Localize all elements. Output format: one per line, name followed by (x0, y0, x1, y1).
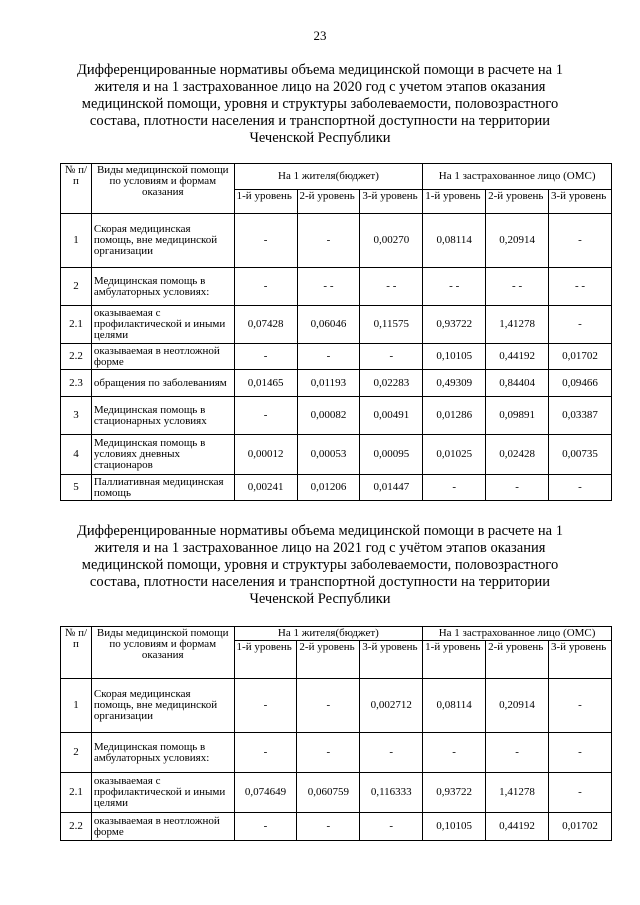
cell-value: 0,01193 (297, 370, 360, 397)
cell-value: 0,00053 (297, 435, 360, 475)
cell-value: 0,01702 (549, 813, 612, 841)
row-kind: Медицинская помощь в амбулаторных условиях: (91, 268, 234, 306)
norms-table-2021 (60, 626, 612, 841)
cell-value: 0,20914 (486, 214, 549, 268)
cell-value: 0,93722 (423, 306, 486, 344)
cell-value: - (234, 344, 297, 370)
cell-value: - (486, 475, 549, 501)
header-level: 1-й уровень (423, 190, 486, 214)
header-level: 3-й уровень (360, 641, 423, 679)
cell-value: 0,00082 (297, 397, 360, 435)
cell-value: 0,060759 (297, 773, 360, 813)
cell-value: 0,20914 (486, 679, 549, 733)
table-row (61, 733, 612, 773)
table-row (61, 268, 612, 306)
row-kind: оказываемая в неотложной форме (91, 344, 234, 370)
cell-value: - (360, 733, 423, 773)
cell-value: - (549, 214, 612, 268)
cell-value: - (423, 733, 486, 773)
header-level: 1-й уровень (423, 641, 486, 679)
cell-value: - (234, 214, 297, 268)
row-kind: обращения по заболеваниям (91, 370, 234, 397)
header-level: 3-й уровень (549, 190, 612, 214)
cell-value: - - (549, 268, 612, 306)
cell-value: 0,00095 (360, 435, 423, 475)
cell-value: 0,06046 (297, 306, 360, 344)
row-number: 2.1 (61, 773, 92, 813)
cell-value: 0,01702 (549, 344, 612, 370)
header-level: 2-й уровень (486, 190, 549, 214)
table-row (61, 397, 612, 435)
cell-value: 0,00012 (234, 435, 297, 475)
row-kind: Паллиативная медицинская помощь (91, 475, 234, 501)
norms-table-2020 (60, 163, 612, 501)
cell-value: 0,00241 (234, 475, 297, 501)
table-row (61, 214, 612, 268)
cell-value: - (549, 475, 612, 501)
cell-value: 0,01025 (423, 435, 486, 475)
cell-value: 0,93722 (423, 773, 486, 813)
cell-value: 0,44192 (486, 344, 549, 370)
header-level: 2-й уровень (297, 190, 360, 214)
cell-value: 0,03387 (549, 397, 612, 435)
cell-value: - (297, 214, 360, 268)
cell-value: 0,01286 (423, 397, 486, 435)
cell-value: - (234, 397, 297, 435)
row-kind: оказываемая в неотложной форме (91, 813, 234, 841)
cell-value: - (486, 733, 549, 773)
cell-value: 0,074649 (234, 773, 297, 813)
row-number: 2.2 (61, 813, 92, 841)
cell-value: - (549, 306, 612, 344)
table-title-2020: Дифференцированные нормативы объема медицинской помощи в расчете на 1 жителя и на 1 застрахованное лицо на 2020 год с учетом этапов оказания медицинской помощи, уровня и структуры заболеваемости, половозрастного состава, плотности населения и транспортной доступности на территории Чеченской Республики (77, 62, 563, 146)
header-group-oms: На 1 застрахованное лицо (ОМС) (423, 164, 612, 190)
cell-value: - (297, 344, 360, 370)
cell-value: 0,00270 (360, 214, 423, 268)
row-kind: Скорая медицинская помощь, вне медицинской организации (91, 214, 234, 268)
header-level: 3-й уровень (360, 190, 423, 214)
cell-value: - - (297, 268, 360, 306)
header-level: 3-й уровень (549, 641, 612, 679)
row-number: 4 (61, 435, 92, 475)
table-row (61, 679, 612, 733)
table-row (61, 813, 612, 841)
cell-value: 0,84404 (486, 370, 549, 397)
cell-value: 0,00735 (549, 435, 612, 475)
cell-value: - (297, 813, 360, 841)
cell-value: 0,01447 (360, 475, 423, 501)
cell-value: 0,01465 (234, 370, 297, 397)
table-row (61, 370, 612, 397)
cell-value: 0,116333 (360, 773, 423, 813)
header-kind: Виды медицинской помощи по условиям и формам оказания (91, 627, 234, 679)
cell-value: - (549, 773, 612, 813)
row-kind: Медицинская помощь в стационарных условиях (91, 397, 234, 435)
cell-value: - (234, 268, 297, 306)
cell-value: 0,02428 (486, 435, 549, 475)
cell-value: 0,01206 (297, 475, 360, 501)
table-row (61, 475, 612, 501)
row-kind: Скорая медицинская помощь, вне медицинской организации (91, 679, 234, 733)
cell-value: - (549, 679, 612, 733)
cell-value: 0,00491 (360, 397, 423, 435)
row-kind: оказываемая с профилактической и иными целями (91, 306, 234, 344)
cell-value: - (423, 475, 486, 501)
header-group-budget: На 1 жителя(бюджет) (234, 164, 423, 190)
cell-value: 0,11575 (360, 306, 423, 344)
page-number: 23 (313, 28, 327, 43)
header-num: № п/п (61, 627, 92, 679)
cell-value: - (234, 733, 297, 773)
row-number: 2 (61, 733, 92, 773)
cell-value: 0,09891 (486, 397, 549, 435)
cell-value: 0,44192 (486, 813, 549, 841)
cell-value: - - (360, 268, 423, 306)
cell-value: 0,002712 (360, 679, 423, 733)
header-group-oms: На 1 застрахованное лицо (ОМС) (423, 627, 612, 641)
header-level: 2-й уровень (297, 641, 360, 679)
row-number: 3 (61, 397, 92, 435)
row-number: 2 (61, 268, 92, 306)
cell-value: 0,08114 (423, 679, 486, 733)
row-kind: Медицинская помощь в условиях дневных стационаров (91, 435, 234, 475)
cell-value: - (549, 733, 612, 773)
cell-value: 0,09466 (549, 370, 612, 397)
row-number: 1 (61, 214, 92, 268)
row-number: 5 (61, 475, 92, 501)
header-level: 1-й уровень (234, 641, 297, 679)
cell-value: 1,41278 (486, 773, 549, 813)
header-level: 1-й уровень (234, 190, 297, 214)
cell-value: - - (423, 268, 486, 306)
cell-value: - (234, 679, 297, 733)
row-number: 2.1 (61, 306, 92, 344)
row-kind: Медицинская помощь в амбулаторных условиях: (91, 733, 234, 773)
cell-value: - (360, 344, 423, 370)
header-group-budget: На 1 жителя(бюджет) (234, 627, 423, 641)
cell-value: 0,07428 (234, 306, 297, 344)
row-kind: оказываемая с профилактической и иными целями (91, 773, 234, 813)
header-kind: Виды медицинской помощи по условиям и формам оказания (91, 164, 234, 214)
table-row (61, 306, 612, 344)
row-number: 2.3 (61, 370, 92, 397)
cell-value: - (297, 733, 360, 773)
row-number: 1 (61, 679, 92, 733)
header-level: 2-й уровень (486, 641, 549, 679)
cell-value: - (297, 679, 360, 733)
table-row (61, 435, 612, 475)
table-row (61, 344, 612, 370)
cell-value: 0,10105 (423, 344, 486, 370)
cell-value: - (234, 813, 297, 841)
cell-value: - (360, 813, 423, 841)
header-num: № п/п (61, 164, 92, 214)
cell-value: 0,10105 (423, 813, 486, 841)
cell-value: - - (486, 268, 549, 306)
cell-value: 0,02283 (360, 370, 423, 397)
row-number: 2.2 (61, 344, 92, 370)
cell-value: 0,49309 (423, 370, 486, 397)
table-row (61, 773, 612, 813)
cell-value: 1,41278 (486, 306, 549, 344)
table-title-2021: Дифференцированные нормативы объема медицинской помощи в расчете на 1 жителя и на 1 застрахованное лицо на 2021 год с учётом этапов оказания медицинской помощи, уровня и структуры заболеваемости, половозрастного состава, плотности населения и транспортной доступности на территории Чеченской Республики (77, 523, 563, 607)
cell-value: 0,08114 (423, 214, 486, 268)
